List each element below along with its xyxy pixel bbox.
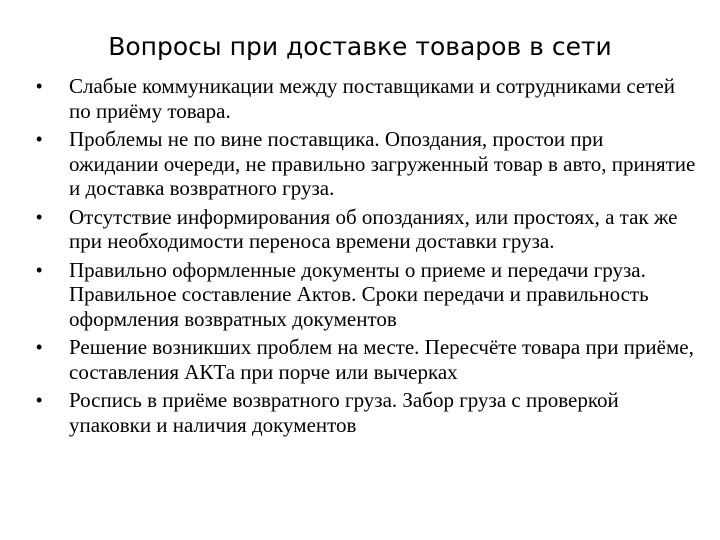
bullet-text: Роспись в приёме возвратного груза. Забор груза с проверкой упаковки и наличия документов [69, 388, 619, 437]
bullet-item [36, 388, 696, 437]
bullet-icon: • [36, 206, 43, 227]
bullet-item [36, 258, 696, 332]
bullet-item [36, 205, 696, 254]
slide-title: Вопросы при доставке товаров в сети [108, 32, 612, 61]
bullet-icon: • [36, 76, 43, 96]
bullet-text: Отсутствие информирования об опозданиях, или простоях, а так же при необходимости переноса времени доставки груза. [69, 204, 678, 253]
bullet-icon: • [36, 259, 43, 280]
bullet-icon: • [36, 129, 43, 149]
bullet-item [36, 74, 696, 123]
bullet-text: Слабые коммуникации между поставщиками и сотрудниками сетей по приёму товара. [69, 74, 675, 123]
bullet-icon: • [36, 390, 43, 410]
bullet-text: Решение возникших проблем на месте. Пересчёте товара при приёме, составления АКТа при порче или вычерках [69, 335, 694, 384]
bullet-list [36, 74, 696, 441]
bullet-text: Правильно оформленные документы о приеме и передачи груза. Правильное составление Актов. Сроки передачи и правильность оформления возвратных документов [69, 257, 649, 331]
bullet-item [36, 335, 696, 384]
bullet-text: Проблемы не по вине поставщика. Опоздания, простои при ожидании очереди, не правильно загруженный товар в авто, принятие и доставка возвратного груза. [69, 127, 696, 200]
bullet-icon: • [36, 337, 43, 357]
bullet-item [36, 127, 696, 201]
